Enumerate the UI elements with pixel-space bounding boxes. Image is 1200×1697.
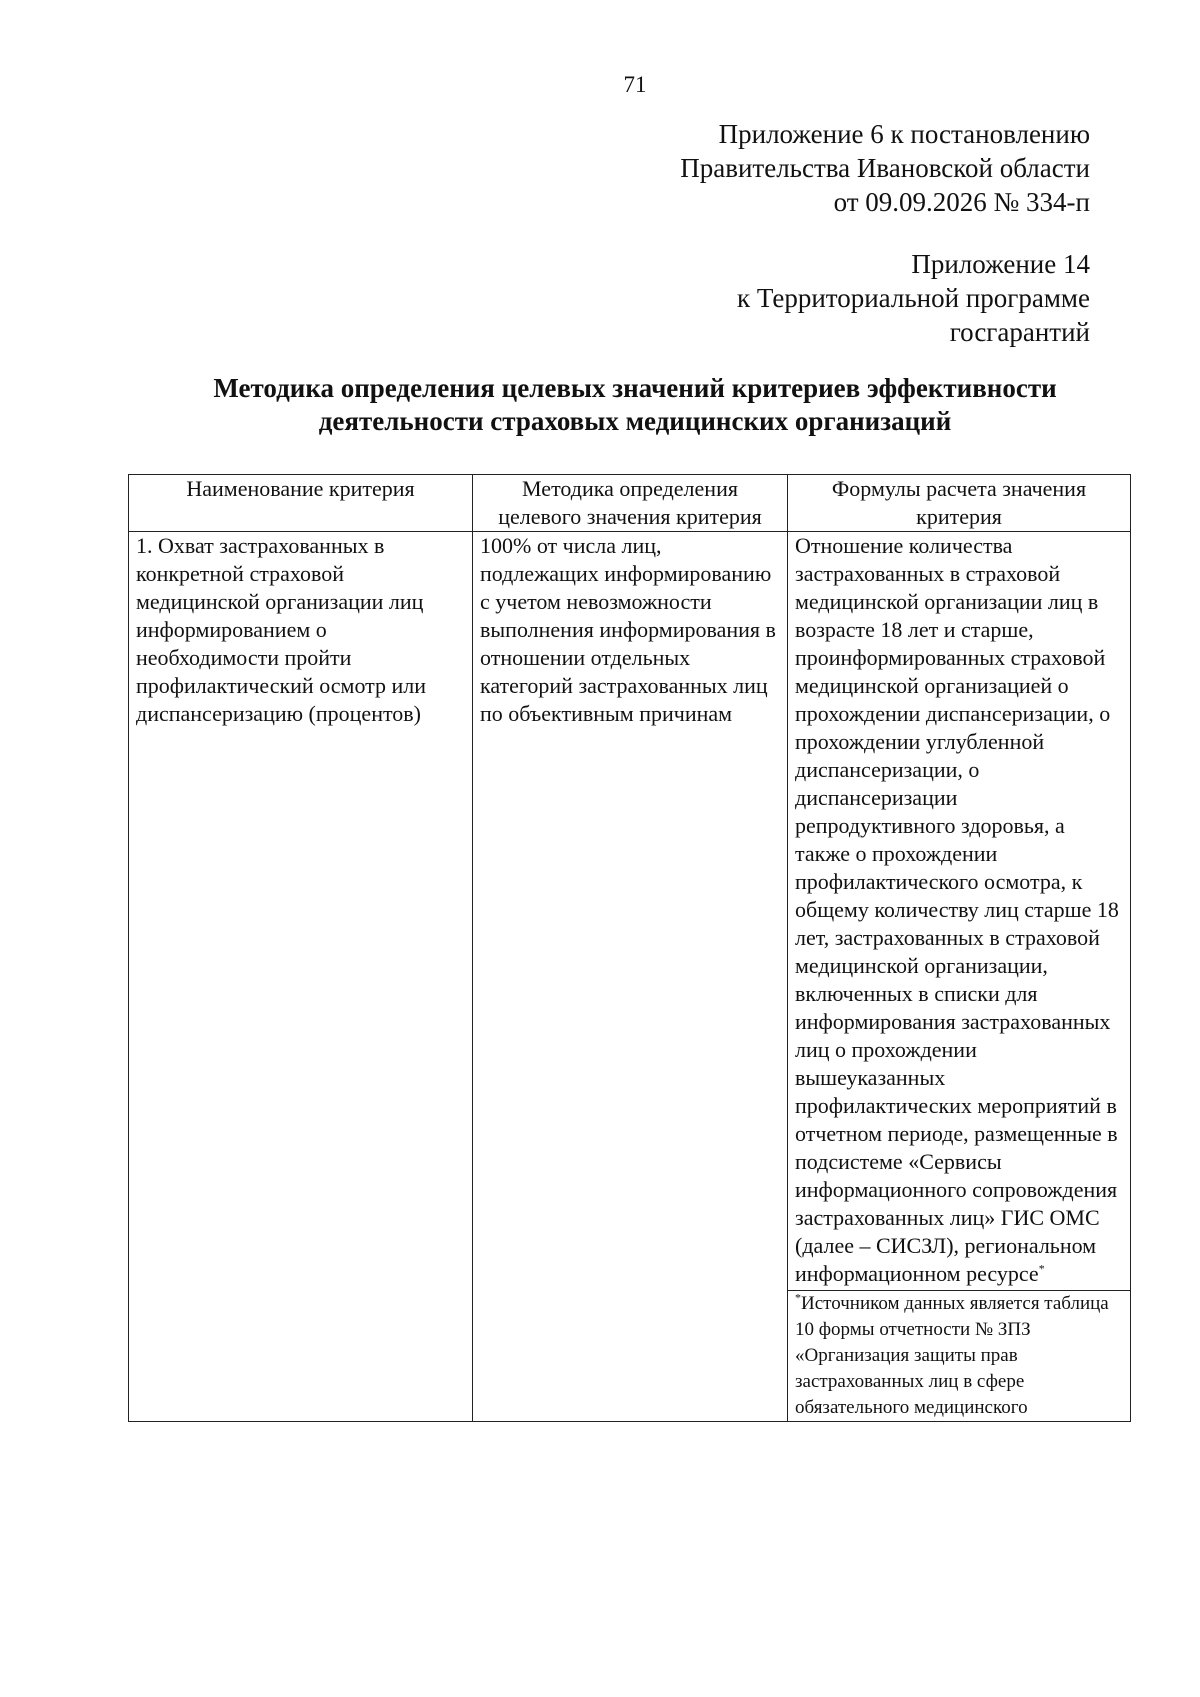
appendix-line: госгарантий <box>949 317 1090 347</box>
criteria-table <box>128 474 1131 1422</box>
criterion-name-cell: 1. Охват застрахованных в конкретной страховой медицинской организации лиц информированием о необходимости пройти профилактический осмотр или диспансеризацию (процентов) <box>129 532 473 1422</box>
formula-cell <box>788 532 1131 1422</box>
table-header-row <box>129 475 1131 532</box>
footnote <box>788 1290 1130 1421</box>
appendix-line: Приложение 6 к постановлению <box>718 119 1090 149</box>
header-method: Методика определения целевого значения критерия <box>473 475 788 532</box>
appendix-14-reference <box>737 247 1090 349</box>
footnote-marker: * <box>1038 1261 1045 1276</box>
footnote-marker: * <box>795 1290 801 1305</box>
header-criterion-name: Наименование критерия <box>129 475 473 532</box>
table-row <box>129 532 1131 1422</box>
appendix-line: Правительства Ивановской области <box>680 153 1090 183</box>
method-cell: 100% от числа лиц, подлежащих информированию с учетом невозможности выполнения информирования в отношении отдельных категорий застрахованных лиц по объективным причинам <box>473 532 788 1422</box>
title-line: Методика определения целевых значений критериев эффективности <box>213 373 1057 403</box>
title-line: деятельности страховых медицинских организаций <box>318 406 952 436</box>
appendix-6-reference <box>680 117 1090 219</box>
appendix-line: от 09.09.2026 № 334-п <box>833 187 1090 217</box>
header-formula: Формулы расчета значения критерия <box>788 475 1131 532</box>
appendix-line: Приложение 14 <box>911 249 1090 279</box>
formula-text: Отношение количества застрахованных в страховой медицинской организации лиц в возрасте 18 лет и старше, проинформированных страховой медицинской организацией о прохождении диспансеризации, о прохождении углубленной диспансеризации, о диспансеризации репродуктивного здоровья, а также о прохождении профилактического осмотра, к общему количеству лиц старше 18 лет, застрахованных в страховой медицинской организации, включенных в списки для информирования застрахованных лиц о прохождении вышеуказанных профилактических мероприятий в отчетном периоде, размещенные в подсистеме «Сервисы информационного сопровождения застрахованных лиц» ГИС ОМС (далее – СИСЗЛ), региональном информационном ресурсе <box>795 533 1119 1286</box>
document-title <box>120 372 1150 438</box>
appendix-line: к Территориальной программе <box>737 283 1090 313</box>
footnote-text: Источником данных является таблица 10 формы отчетности № ЗПЗ «Организация защиты прав застрахованных лиц в сфере обязательного медицинского <box>795 1293 1109 1418</box>
page-number: 71 <box>623 72 647 97</box>
